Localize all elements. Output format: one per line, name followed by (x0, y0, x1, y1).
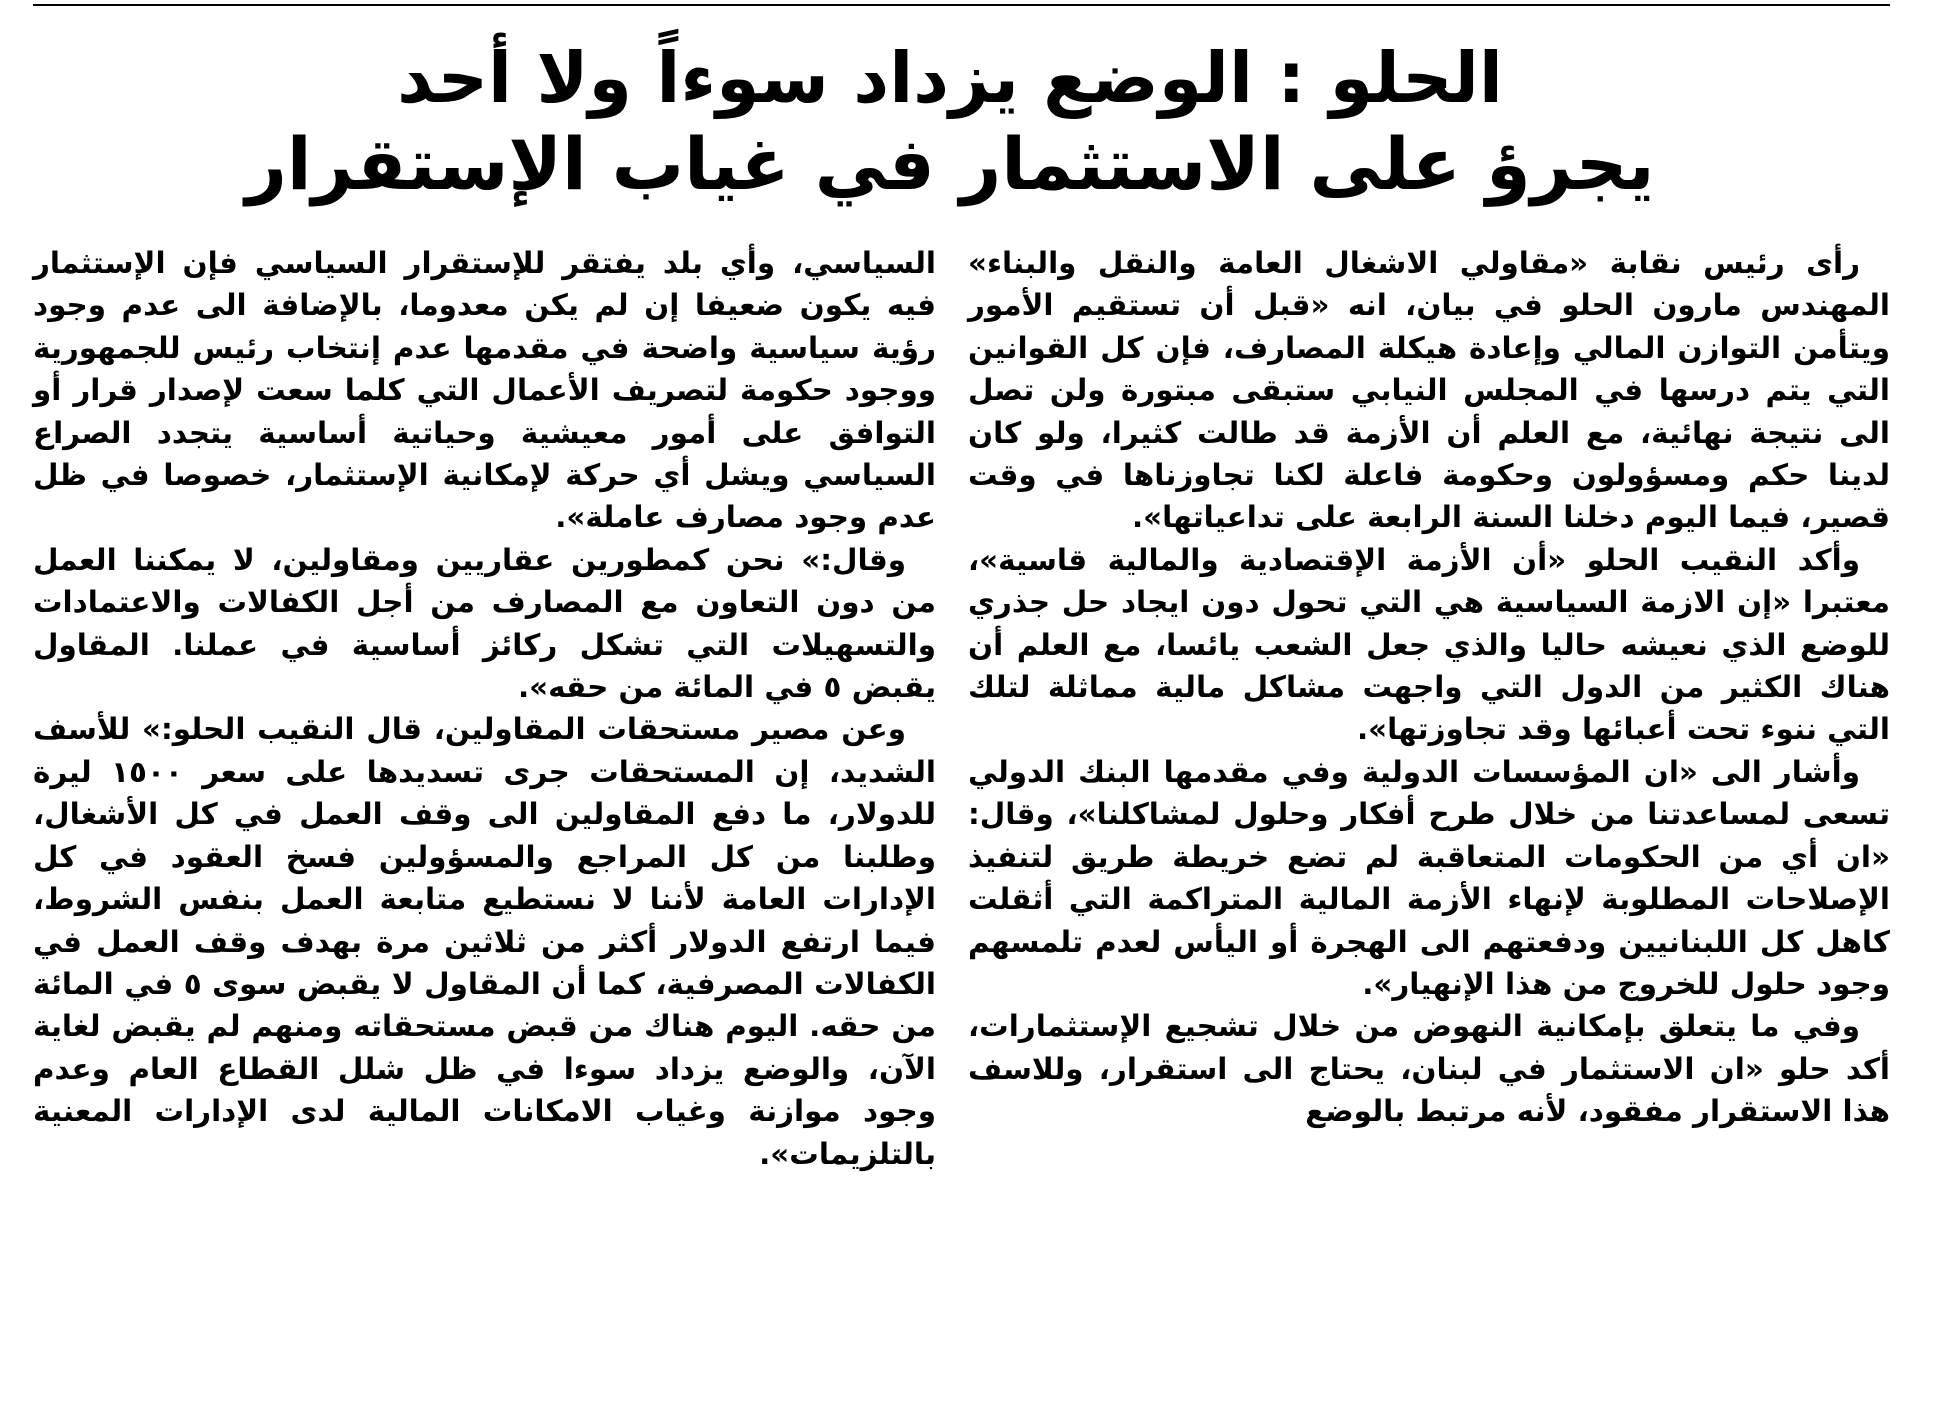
paragraph: وفي ما يتعلق بإمكانية النهوض من خلال تشجيع الإستثمارات، أكد حلو «ان الاستثمار في لبنان، يحتاج الى استقرار، وللاسف هذا الاستقرار مفقود، لأنه مرتبط بالوضع (968, 1009, 1890, 1129)
article-left-column (33, 242, 936, 1175)
paragraph: وقال:» نحن كمطورين عقاريين ومقاولين، لا يمكننا العمل من دون التعاون مع المصارف من أجل الكفالات والاعتمادات والتسهيلات التي تشكل ركائز أساسية في عملنا. المقاول يقبض ٥ في المائة من حقه». (33, 542, 936, 705)
paragraph: رأى رئيس نقابة «مقاولي الاشغال العامة والنقل والبناء» المهندس مارون الحلو في بيان، انه «قبل أن تستقيم الأمور ويتأمن التوازن المالي وإعادة هيكلة المصارف، فإن كل القوانين التي يتم درسها في المجلس النيابي ستبقى مبتورة ولن تصل الى نتيجة نهائية، مع العلم أن الأزمة قد طالت كثيرا، ولو كان لدينا حكم ومسؤولون وحكومة فاعلة لكنا تجاوزناها في وقت قصير، فيما اليوم دخلنا السنة الرابعة على تداعياتها». (968, 246, 1890, 535)
paragraph: السياسي، وأي بلد يفتقر للإستقرار السياسي فإن الإستثمار فيه يكون ضعيفا إن لم يكن معدوما، بالإضافة الى عدم وجود رؤية سياسية واضحة في مقدمها عدم إنتخاب رئيس للجمهورية ووجود حكومة لتصريف الأعمال التي كلما سعت لإصدار قرار أو التوافق على أمور معيشية وحياتية أساسية يتجدد الصراع السياسي ويشل أي حركة لإمكانية الإستثمار، خصوصا في ظل عدم وجود مصارف عاملة». (33, 246, 936, 535)
headline-line-1: الحلو : الوضع يزداد سوءاً ولا أحد (397, 37, 1503, 119)
headline-line-2: يجرؤ على الاستثمار في غياب الإستقرار (245, 121, 1655, 206)
article-right-column (968, 242, 1890, 1133)
paragraph: وأشار الى «ان المؤسسات الدولية وفي مقدمها البنك الدولي تسعى لمساعدتنا من خلال طرح أفكار وحلول لمشاكلنا»، وقال: «ان أي من الحكومات المتعاقبة لم تضع خريطة طريق لتنفيذ الإصلاحات المطلوبة لإنهاء الأزمة المالية المتراكمة التي أثقلت كاهل كل اللبنانيين ودفعتهم الى الهجرة أو اليأس لعدم تلمسهم وجود حلول للخروج من هذا الإنهيار». (968, 754, 1890, 1001)
paragraph: وعن مصير مستحقات المقاولين، قال النقيب الحلو:» للأسف الشديد، إن المستحقات جرى تسديدها على سعر ١٥٠٠ ليرة للدولار، ما دفع المقاولين الى وقف العمل في كل الأشغال، وطلبنا من كل المراجع والمسؤولين فسخ العقود في كل الإدارات العامة لأننا لا نستطيع متابعة العمل بنفس الشروط، فيما ارتفع الدولار أكثر من ثلاثين مرة بهدف وقف العمل في الكفالات المصرفية، كما أن المقاول لا يقبض سوى ٥ في المائة من حقه. اليوم هناك من قبض مستحقاته ومنهم لم يقبض لغاية الآن، والوضع يزداد سوءا في ظل شلل القطاع العام وعدم وجود موازنة وغياب الامكانات المالية لدى الإدارات المعنية بالتلزيمات». (33, 712, 936, 1171)
headline (150, 38, 1750, 205)
paragraph: وأكد النقيب الحلو «أن الأزمة الإقتصادية والمالية قاسية»، معتبرا «إن الازمة السياسية هي التي تحول دون ايجاد حل جذري للوضع الذي نعيشه حاليا والذي جعل الشعب يائسا، مع العلم أن هناك الكثير من الدول التي واجهت مشاكل مالية مماثلة لتلك التي ننوء تحت أعبائها وقد تجاوزتها». (968, 542, 1890, 747)
top-rule (33, 4, 1890, 6)
